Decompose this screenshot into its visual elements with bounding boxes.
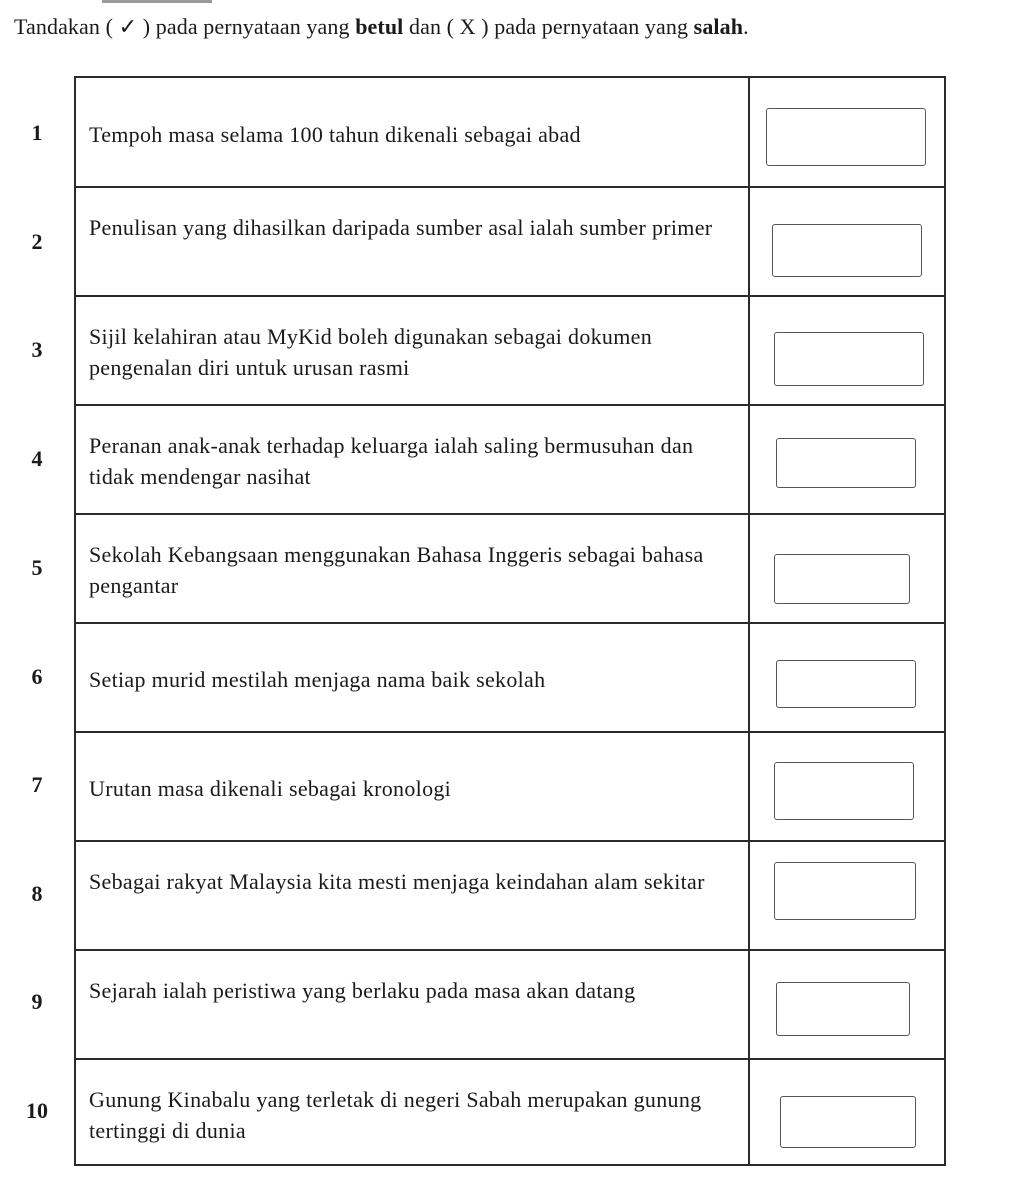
instruction-part-2: dan ( X ) pada pernyataan yang — [403, 14, 694, 39]
instruction-part-3: . — [743, 14, 749, 39]
row-number-1: 1 — [31, 120, 43, 145]
answer-box-10[interactable] — [780, 1096, 916, 1148]
row-number-8: 8 — [31, 881, 43, 906]
statement-10: Gunung Kinabalu yang terletak di negeri Sabah merupakan gunung tertinggi di dunia — [89, 1087, 702, 1143]
row-divider — [76, 404, 944, 406]
instruction-bold-betul: betul — [355, 14, 404, 39]
answer-box-3[interactable] — [774, 332, 924, 386]
row-divider — [76, 513, 944, 515]
answer-box-7[interactable] — [774, 762, 914, 820]
statement-1: Tempoh masa selama 100 tahun dikenali sebagai abad — [89, 122, 581, 147]
row-divider — [76, 186, 944, 188]
statement-8: Sebagai rakyat Malaysia kita mesti menjaga keindahan alam sekitar — [89, 869, 705, 894]
row-number-2: 2 — [31, 229, 43, 254]
answer-box-8[interactable] — [774, 862, 916, 920]
instruction-text — [14, 12, 749, 42]
row-number-9: 9 — [31, 989, 43, 1014]
answer-box-6[interactable] — [776, 660, 916, 708]
row-number-10: 10 — [26, 1098, 48, 1123]
top-rule — [102, 0, 212, 3]
row-divider — [76, 622, 944, 624]
statement-7: Urutan masa dikenali sebagai kronologi — [89, 776, 452, 801]
statement-2: Penulisan yang dihasilkan daripada sumber asal ialah sumber primer — [89, 215, 713, 240]
answer-box-4[interactable] — [776, 438, 916, 488]
row-number-7: 7 — [31, 772, 43, 797]
column-divider — [748, 78, 750, 1164]
answer-box-9[interactable] — [776, 982, 910, 1036]
row-number-5: 5 — [31, 555, 43, 580]
statement-6: Setiap murid mestilah menjaga nama baik sekolah — [89, 667, 546, 692]
row-divider — [76, 295, 944, 297]
row-divider — [76, 949, 944, 951]
instruction-bold-salah: salah — [693, 14, 744, 39]
statement-3: Sijil kelahiran atau MyKid boleh digunakan sebagai dokumen pengenalan diri untuk urusan rasmi — [89, 324, 652, 380]
row-divider — [76, 1058, 944, 1060]
answer-box-1[interactable] — [766, 108, 926, 166]
statements-table — [74, 76, 946, 1166]
statement-4: Peranan anak-anak terhadap keluarga ialah saling bermusuhan dan tidak mendengar nasihat — [89, 433, 694, 489]
statement-5: Sekolah Kebangsaan menggunakan Bahasa Inggeris sebagai bahasa pengantar — [89, 542, 704, 598]
row-divider — [76, 731, 944, 733]
row-number-4: 4 — [31, 446, 43, 471]
row-number-6: 6 — [31, 664, 43, 689]
row-number-3: 3 — [31, 337, 43, 362]
row-divider — [76, 840, 944, 842]
answer-box-5[interactable] — [774, 554, 910, 604]
answer-box-2[interactable] — [772, 224, 922, 277]
instruction-part-1: Tandakan ( ✓ ) pada pernyataan yang — [14, 14, 356, 39]
statement-9: Sejarah ialah peristiwa yang berlaku pada masa akan datang — [89, 978, 636, 1003]
